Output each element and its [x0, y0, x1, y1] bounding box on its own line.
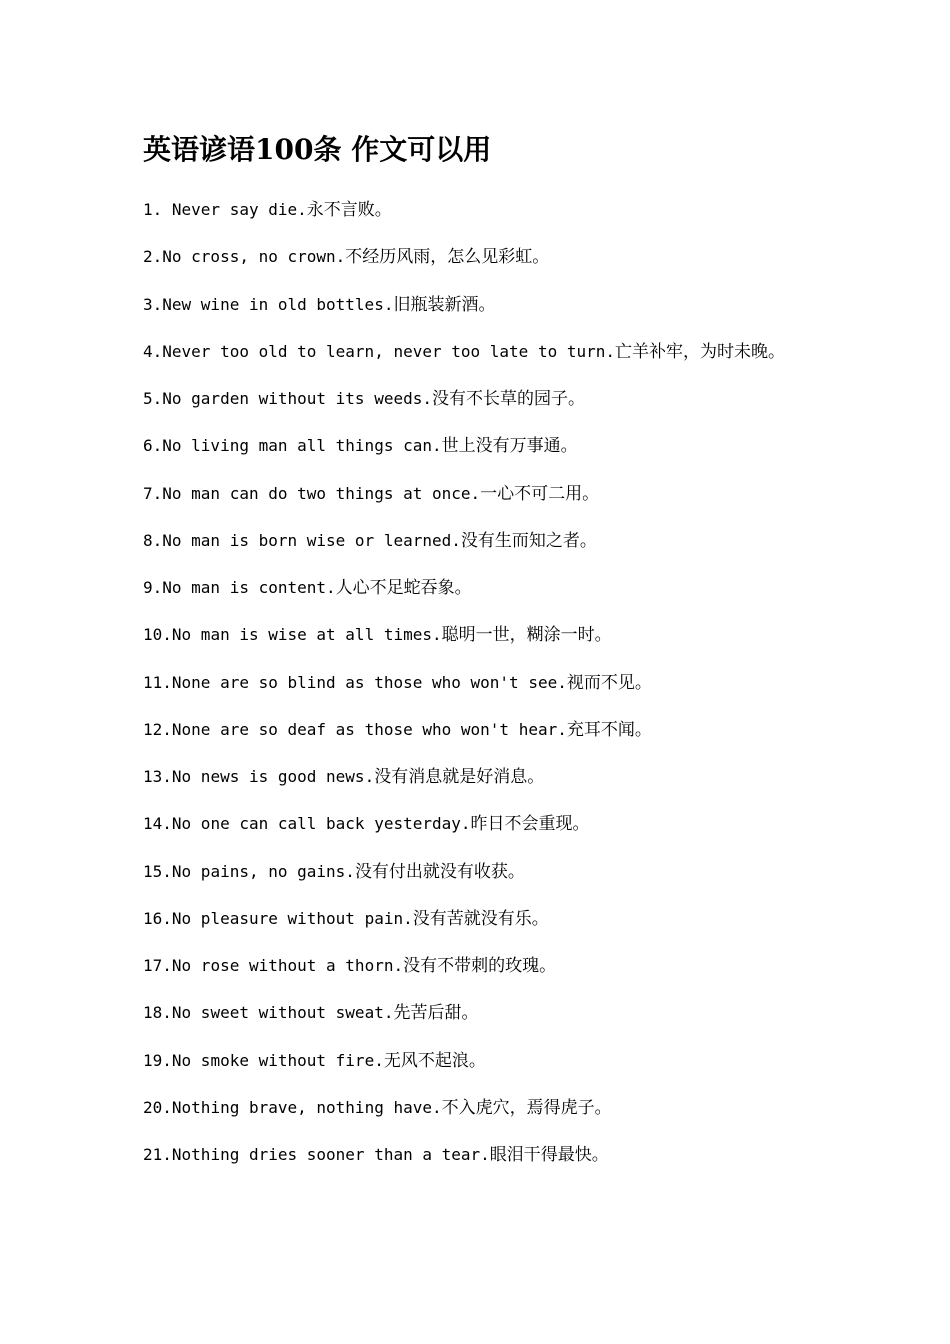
- proverb-english: New wine in old bottles.: [162, 294, 394, 314]
- proverb-chinese: 旧瓶装新酒。: [393, 294, 496, 315]
- proverb-item: [143, 713, 923, 760]
- proverb-item: [143, 807, 923, 854]
- proverb-chinese: 亡羊补牢，为时未晚。: [615, 341, 786, 362]
- proverb-chinese: 没有付出就没有收获。: [354, 861, 525, 882]
- proverb-chinese: 世上没有万事通。: [441, 436, 578, 457]
- proverb-number: 6.: [143, 436, 163, 456]
- proverb-item: [143, 382, 923, 429]
- proverb-chinese: 眼泪干得最快。: [489, 1145, 609, 1165]
- proverb-english: No man can do two things at once.: [162, 483, 481, 503]
- proverb-number: 10.: [143, 625, 172, 645]
- proverb-chinese: 聪明一世，糊涂一时。: [441, 625, 612, 646]
- proverb-list: [143, 193, 923, 1185]
- proverb-item: [143, 429, 923, 476]
- proverb-item: [143, 666, 923, 713]
- proverb-number: 2.: [143, 247, 163, 267]
- proverb-chinese: 人心不足蛇吞象。: [335, 578, 472, 598]
- proverb-english: Nothing brave, nothing have.: [171, 1097, 442, 1117]
- proverb-english: No garden without its weeds.: [162, 389, 432, 408]
- proverb-english: No man is content.: [162, 578, 336, 597]
- proverb-number: 8.: [143, 530, 163, 550]
- proverb-english: No news is good news.: [171, 767, 375, 786]
- proverb-chinese: 先苦后甜。: [393, 1003, 479, 1024]
- proverb-english: No rose without a thorn.: [171, 956, 404, 975]
- proverb-english: Never say die.: [162, 200, 307, 219]
- proverb-item: [143, 288, 923, 335]
- proverb-english: No sweet without sweat.: [171, 1003, 394, 1023]
- proverb-chinese: 一心不可二用。: [480, 483, 600, 504]
- proverb-english: No one can call back yesterday.: [171, 814, 471, 834]
- proverb-chinese: 不入虎穴，焉得虎子。: [441, 1097, 612, 1118]
- proverb-chinese: 充耳不闻。: [566, 719, 652, 740]
- proverb-number: 14.: [143, 814, 172, 834]
- proverb-item: [143, 477, 923, 524]
- proverb-item: [143, 240, 923, 287]
- proverb-number: 20.: [143, 1097, 172, 1117]
- proverb-english: Never too old to learn, never too late to turn.: [162, 341, 616, 361]
- proverb-english: None are so blind as those who won't see.: [171, 672, 567, 692]
- proverb-item: [143, 571, 923, 618]
- proverb-english: No man is born wise or learned.: [162, 530, 461, 550]
- proverb-item: [143, 524, 923, 571]
- proverb-chinese: 没有不带刺的玫瑰。: [403, 956, 557, 976]
- proverb-chinese: 没有不长草的园子。: [431, 389, 585, 409]
- proverb-item: [143, 1091, 923, 1138]
- proverb-number: 19.: [143, 1050, 172, 1070]
- proverb-number: 17.: [143, 956, 172, 975]
- proverb-number: 5.: [143, 389, 163, 408]
- proverb-number: 12.: [143, 719, 172, 739]
- proverb-english: No pleasure without pain.: [171, 908, 413, 928]
- proverb-item: [143, 855, 923, 902]
- proverb-english: No living man all things can.: [162, 436, 442, 456]
- document-title: 英语谚语100条 作文可以用: [143, 133, 492, 166]
- proverb-english: No cross, no crown.: [162, 247, 346, 267]
- proverb-number: 4.: [143, 341, 163, 361]
- proverb-chinese: 没有苦就没有乐。: [412, 908, 549, 929]
- proverb-number: 18.: [143, 1003, 172, 1023]
- proverb-number: 7.: [143, 483, 163, 503]
- proverb-chinese: 没有消息就是好消息。: [374, 767, 545, 787]
- proverb-english: None are so deaf as those who won't hear.: [171, 719, 567, 739]
- proverb-number: 9.: [143, 578, 163, 597]
- proverb-item: [143, 996, 923, 1043]
- proverb-chinese: 没有生而知之者。: [460, 530, 597, 551]
- proverb-english: No man is wise at all times.: [171, 625, 442, 645]
- proverb-item: [143, 193, 923, 240]
- proverb-item: [143, 902, 923, 949]
- proverb-english: No pains, no gains.: [171, 861, 355, 881]
- proverb-number: 13.: [143, 767, 172, 786]
- proverb-english: No smoke without fire.: [171, 1050, 384, 1070]
- proverb-item: [143, 1138, 923, 1185]
- proverb-number: 1.: [143, 200, 163, 219]
- proverb-number: 15.: [143, 861, 172, 881]
- proverb-english: Nothing dries sooner than a tear.: [171, 1145, 490, 1164]
- proverb-chinese: 不经历风雨，怎么见彩虹。: [345, 247, 550, 268]
- proverb-item: [143, 1044, 923, 1091]
- proverb-chinese: 无风不起浪。: [383, 1050, 486, 1071]
- proverb-item: [143, 760, 923, 807]
- proverb-chinese: 昨日不会重现。: [470, 814, 590, 835]
- proverb-item: [143, 335, 923, 382]
- proverb-number: 11.: [143, 672, 172, 692]
- proverb-number: 21.: [143, 1145, 172, 1164]
- proverb-chinese: 视而不见。: [566, 672, 652, 693]
- proverb-number: 3.: [143, 294, 163, 314]
- proverb-chinese: 永不言败。: [306, 200, 392, 220]
- proverb-number: 16.: [143, 908, 172, 928]
- proverb-item: [143, 618, 923, 665]
- proverb-item: [143, 949, 923, 996]
